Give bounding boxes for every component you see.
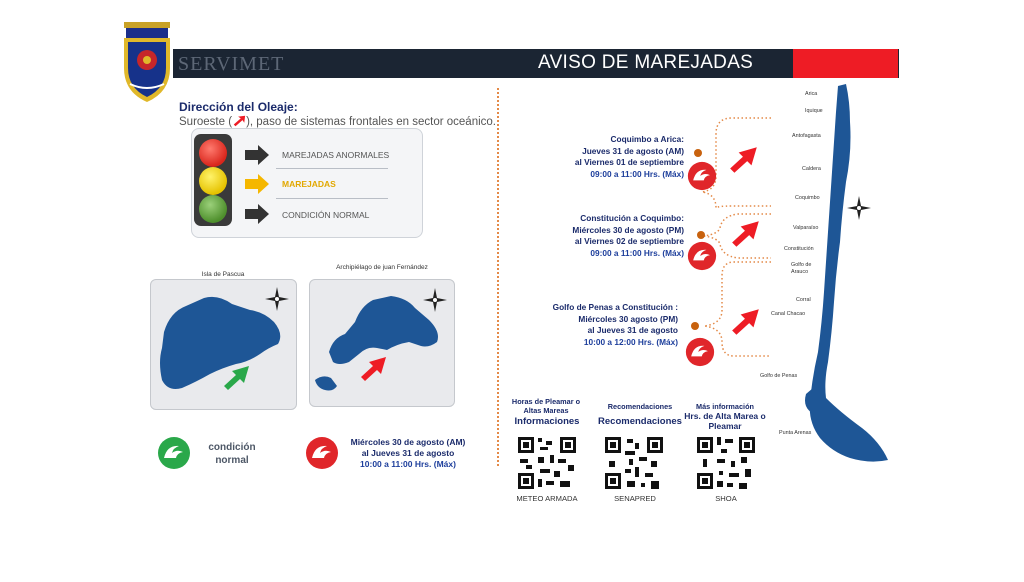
brand-name: SERVIMET: [178, 53, 285, 75]
qr-3-footer: SHOA: [715, 494, 737, 503]
city-label: Caldera: [802, 166, 821, 172]
zone-3-start: Miércoles 30 agosto (PM): [578, 313, 678, 324]
legend-label-normal: CONDICIÓN NORMAL: [282, 210, 370, 220]
legend-divider: [276, 168, 388, 169]
qr-code-icon[interactable]: [695, 435, 757, 491]
zone-3-hours: 10:00 a 12:00 Hrs. (Máx): [583, 336, 678, 347]
zone-2-hours: 09:00 a 11:00 Hrs. (Máx): [590, 247, 684, 258]
city-label: Antofagasta: [792, 133, 821, 139]
qr-1-header: Horas de Pleamar o Altas Mareas: [511, 397, 581, 415]
zone-1-name: Coquimbo a Arica:: [610, 134, 684, 144]
green-light: [199, 195, 227, 223]
wave-alert-icon: [305, 436, 339, 470]
city-label: Corral: [796, 297, 811, 303]
bulletin-title: AVISO DE MAREJADAS: [538, 52, 754, 73]
juan-fernandez-caption: Archipiélago de juan Fernández: [336, 264, 428, 271]
wave-alert-icon: [687, 161, 717, 191]
direction-arrow-red-icon: [728, 145, 760, 175]
zone-2-end: al Viernes 02 de septiembre: [574, 236, 684, 246]
qr-code-icon[interactable]: [516, 435, 578, 491]
direction-arrow-red-icon: [359, 355, 389, 383]
qr-2-header: Recomendaciones: [607, 402, 673, 411]
compass-rose-icon: [846, 195, 872, 221]
qr-code-icon[interactable]: [603, 435, 665, 491]
chile-coast-map: [780, 82, 895, 472]
direction-arrow-green-icon: [222, 364, 252, 392]
qr-2-subtitle: Recomendaciones: [598, 416, 682, 427]
qr-3-subtitle: Hrs. de Alta Marea o Pleamar: [684, 411, 766, 431]
wave-normal-icon: [157, 436, 191, 470]
wave-direction-heading: Dirección del Oleaje:: [179, 100, 298, 114]
qr-1-footer: METEO ARMADA: [516, 494, 578, 503]
traffic-light-icon: [194, 134, 232, 226]
direction-prefix: Suroeste (: [179, 116, 233, 128]
zone-2-text: [538, 213, 684, 259]
legend-arrow-green-icon: [244, 203, 270, 225]
city-label: Valparaíso: [793, 225, 819, 231]
pascua-caption: Isla de Pascua: [201, 271, 245, 278]
city-label: Constitución: [784, 246, 814, 252]
alert-red-block: [793, 49, 898, 78]
city-label: Coquimbo: [795, 195, 820, 201]
zone-3-end: al Jueves 31 de agosto: [587, 325, 678, 335]
wave-alert-icon: [685, 337, 715, 367]
compass-rose-icon: [422, 287, 448, 313]
qr-3-header: Más información: [696, 402, 754, 411]
direction-arrow-red-icon: [730, 307, 762, 337]
zone-1-hours: 09:00 a 11:00 Hrs. (Máx): [590, 168, 684, 179]
city-label: Punta Arenas: [779, 430, 812, 436]
legend-divider: [276, 198, 388, 199]
city-label: Canal Chacao: [771, 311, 806, 317]
yellow-light: [199, 167, 227, 195]
city-label: Arica: [805, 91, 818, 97]
direction-arrow-icon: [232, 115, 246, 127]
zone-3-name: Golfo de Penas a Constitución :: [552, 302, 678, 312]
zone-2-start: Miércoles 30 de agosto (PM): [572, 224, 684, 235]
alert-line-2: al Jueves 31 de agosto: [361, 448, 455, 458]
direction-suffix: ), paso de sistemas frontales en sector oceánico.: [246, 116, 496, 128]
status-normal-label: condición normal: [208, 442, 256, 466]
alert-hours: 10:00 a 11:00 Hrs. (Máx): [360, 459, 456, 469]
alert-line-1: Miércoles 30 de agosto (AM): [350, 437, 466, 447]
zone-3-text: [528, 302, 678, 348]
wave-alert-icon: [687, 241, 717, 271]
wave-direction-description: [179, 115, 496, 128]
compass-rose-icon: [264, 286, 290, 312]
legend-arrow-red-icon: [244, 144, 270, 166]
zone-1-end: al Viernes 01 de septiembre: [574, 157, 684, 167]
zone-2-name: Constitución a Coquimbo:: [580, 213, 684, 223]
zone-1-text: [538, 134, 684, 180]
zone-3-marker: [691, 322, 699, 330]
city-label: Golfo de Penas: [760, 373, 798, 379]
zone-1-start: Jueves 31 de agosto (AM): [582, 145, 684, 156]
qr-1-subtitle: Informaciones: [514, 416, 580, 427]
zone-2-marker: [697, 231, 705, 239]
shield-emblem-icon: [118, 20, 176, 104]
alert-legend-text: [344, 437, 472, 470]
column-divider: [497, 88, 499, 466]
red-light: [199, 139, 227, 167]
legend-label-swells: MAREJADAS: [282, 179, 336, 189]
qr-2-footer: SENAPRED: [614, 494, 656, 503]
city-label: Iquique: [805, 108, 823, 114]
zone-1-marker: [694, 149, 702, 157]
city-label: Golfo de Arauco: [791, 262, 812, 275]
legend-label-abnormal: MAREJADAS ANORMALES: [282, 150, 390, 160]
legend-arrow-yellow-icon: [244, 173, 270, 195]
direction-arrow-red-icon: [730, 219, 762, 249]
